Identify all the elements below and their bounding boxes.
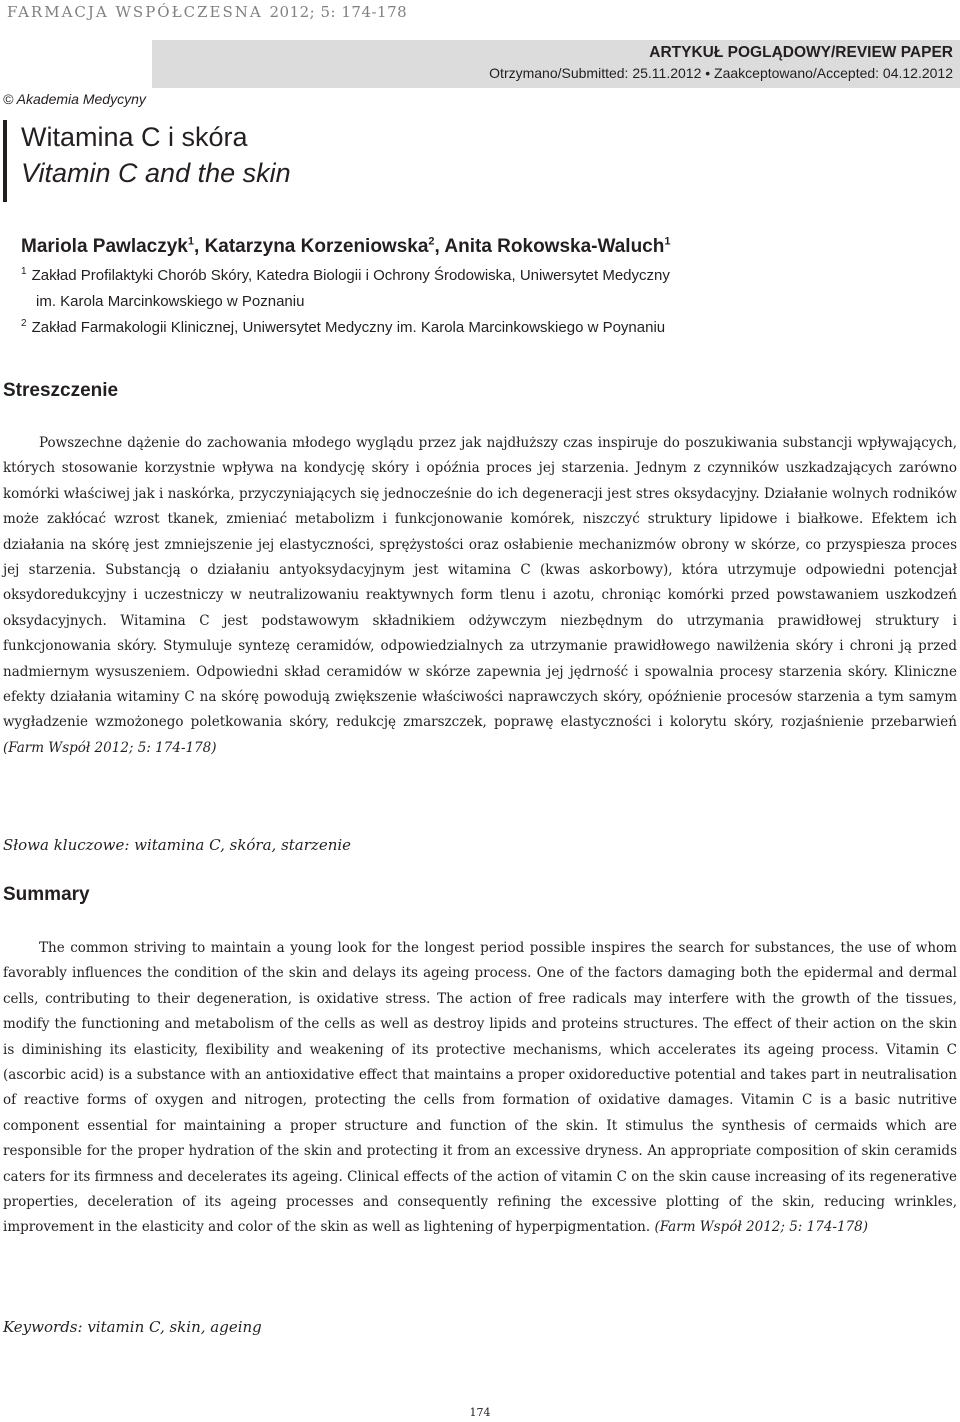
article-type: ARTYKUŁ POGLĄDOWY/REVIEW PAPER — [649, 44, 953, 61]
page-number: 174 — [469, 1406, 491, 1419]
author-affiliation-mark: 2 — [428, 235, 435, 248]
author-name: Anita Rokowska-Waluch — [444, 236, 665, 257]
submission-dates: Otrzymano/Submitted: 25.11.2012 • Zaakceptowano/Accepted: 04.12.2012 — [489, 65, 953, 81]
streszczenie-heading: Streszczenie — [3, 380, 119, 401]
author-name: Katarzyna Korzeniowska — [204, 236, 429, 257]
keywords-polish: Słowa kluczowe: witamina C, skóra, starzenie — [3, 836, 352, 854]
author-name: Mariola Pawlaczyk — [21, 236, 188, 257]
affiliation-mark: 2 — [21, 318, 27, 329]
author-separator: , — [434, 236, 445, 257]
affiliation-mark: 1 — [21, 266, 27, 277]
summary-text — [3, 936, 957, 1241]
summary-body: The common striving to maintain a young look for the longest period possible inspires the search for substances, the use of whom favorably influences the condition of the skin and delays its ageing process. One of the factors damaging both the epidermal and dermal cells, contributing to their degeneration, is oxidative stress. The action of free radicals may interfere with the growth of the tissues, modify the functioning and metabolism of the cells as well as destroy lipids and proteins structures. The effect of their action on the skin is diminishing its elasticity, flexibility and weakening of its protective mechanisms, which accelerates its ageing process. Vitamin C (ascorbic acid) is a substance with an antioxidative effect that maintains a proper oxidoreductive potential and takes part in neutralisation of reactive forms of oxygen and nitrogen, protecting the cells from formation of oxidative damages. Vitamin C is a basic nutritive component essential for maintaining a proper structure and function of the skin. It stimulus the synthesis of cermaids which are responsible for the proper hydration of the skin and protecting it from an excessive dryness. An appropriate composition of skin ceramids caters for its firmness and decelerates its ageing. Clinical effects of the action of vitamin C on the skin cause increasing of its regenerative properties, deceleration of its ageing processes and consequently refining the excessive plotting of the skin, reducing wrinkles, improvement in the elasticity and color of the skin as well as lightening of hyperpigmentation. — [3, 940, 957, 1236]
summary-citation: (Farm Współ 2012; 5: 174-178) — [654, 1219, 869, 1236]
journal-header — [7, 3, 407, 21]
affiliation-text: Zakład Profilaktyki Chorób Skóry, Katedra Biologii i Ochrony Środowiska, Uniwersytet Medyczny — [31, 267, 670, 284]
summary-heading: Summary — [3, 884, 90, 905]
journal-name: FARMACJA WSPÓŁCZESNA — [7, 3, 263, 21]
author-list — [21, 236, 670, 258]
author-separator: , — [194, 236, 205, 257]
title-english: Vitamin C and the skin — [21, 158, 291, 188]
streszczenie-citation: (Farm Współ 2012; 5: 174-178) — [3, 739, 217, 756]
affiliation-2 — [21, 319, 665, 336]
author-affiliation-mark: 1 — [664, 235, 671, 248]
affiliation-1-continued: im. Karola Marcinkowskiego w Poznaniu — [36, 293, 305, 310]
copyright-notice: © Akademia Medycyny — [3, 91, 146, 107]
affiliation-1 — [21, 267, 670, 284]
keywords-english: Keywords: vitamin C, skin, ageing — [3, 1318, 262, 1336]
author-affiliation-mark: 1 — [187, 235, 194, 248]
title-polish: Witamina C i skóra — [21, 122, 248, 152]
title-accent-bar — [3, 120, 7, 202]
affiliation-text: Zakład Farmakologii Klinicznej, Uniwersytet Medyczny im. Karola Marcinkowskiego w Poynaniu — [31, 319, 666, 336]
streszczenie-body: Powszechne dążenie do zachowania młodego wyglądu przez jak najdłuższy czas inspiruje do poszukiwania substancji wpływających, których stosowanie korzystnie wpływa na kondycję skóry i opóźnia proces jej starzenia. Jednym z czynników uszkadzających zarówno komórki właściwej jak i naskórka, przyczyniających się jednocześnie do ich degeneracji jest stres oksydacyjny. Działanie wolnych rodników może zakłócać wzrost tkanek, zmieniać metabolizm i funkcjonowanie komórek, niszczyć struktury lipidowe i białkowe. Efektem ich działania na skórę jest zmniejszenie jej elastyczności, sprężystości oraz osłabienie mechanizmów obrony w skórze, co przyspiesza proces jej starzenia. Substancją o działaniu antyoksydacyjnym jest witamina C (kwas askorbowy), która utrzymuje odpowiedni potencjał oksydoredukcyjny i uczestniczy w neutralizowaniu reaktywnych form tlenu i azotu, chroniąc komórki przed powstawaniem uszkodzeń oksydacyjnych. Witamina C jest podstawowym składnikiem odżywczym niezbędnym do utrzymania prawidłowej struktury i funkcjonowania skóry. Stymuluje syntezę ceramidów, odpowiedzialnych za utrzymanie prawidłowego nawilżenia skóry i chroni ją przed nadmiernym wysuszeniem. Odpowiedni skład ceramidów w skórze zapewnia jej jędrność i spowalnia procesy starzenia skóry. Kliniczne efekty działania witaminy C na skórę powodują zwiększenie właściwości naprawczych skóry, opóźnienie procesów starzenia a tym samym wygładzenie wzmożonego poletkowania skóry, redukcję zmarszczek, poprawę elastyczności i kolorytu skóry, rozjaśnienie przebarwień — [3, 435, 957, 731]
streszczenie-text — [3, 431, 957, 761]
journal-issue: 2012; 5: 174-178 — [269, 3, 408, 21]
